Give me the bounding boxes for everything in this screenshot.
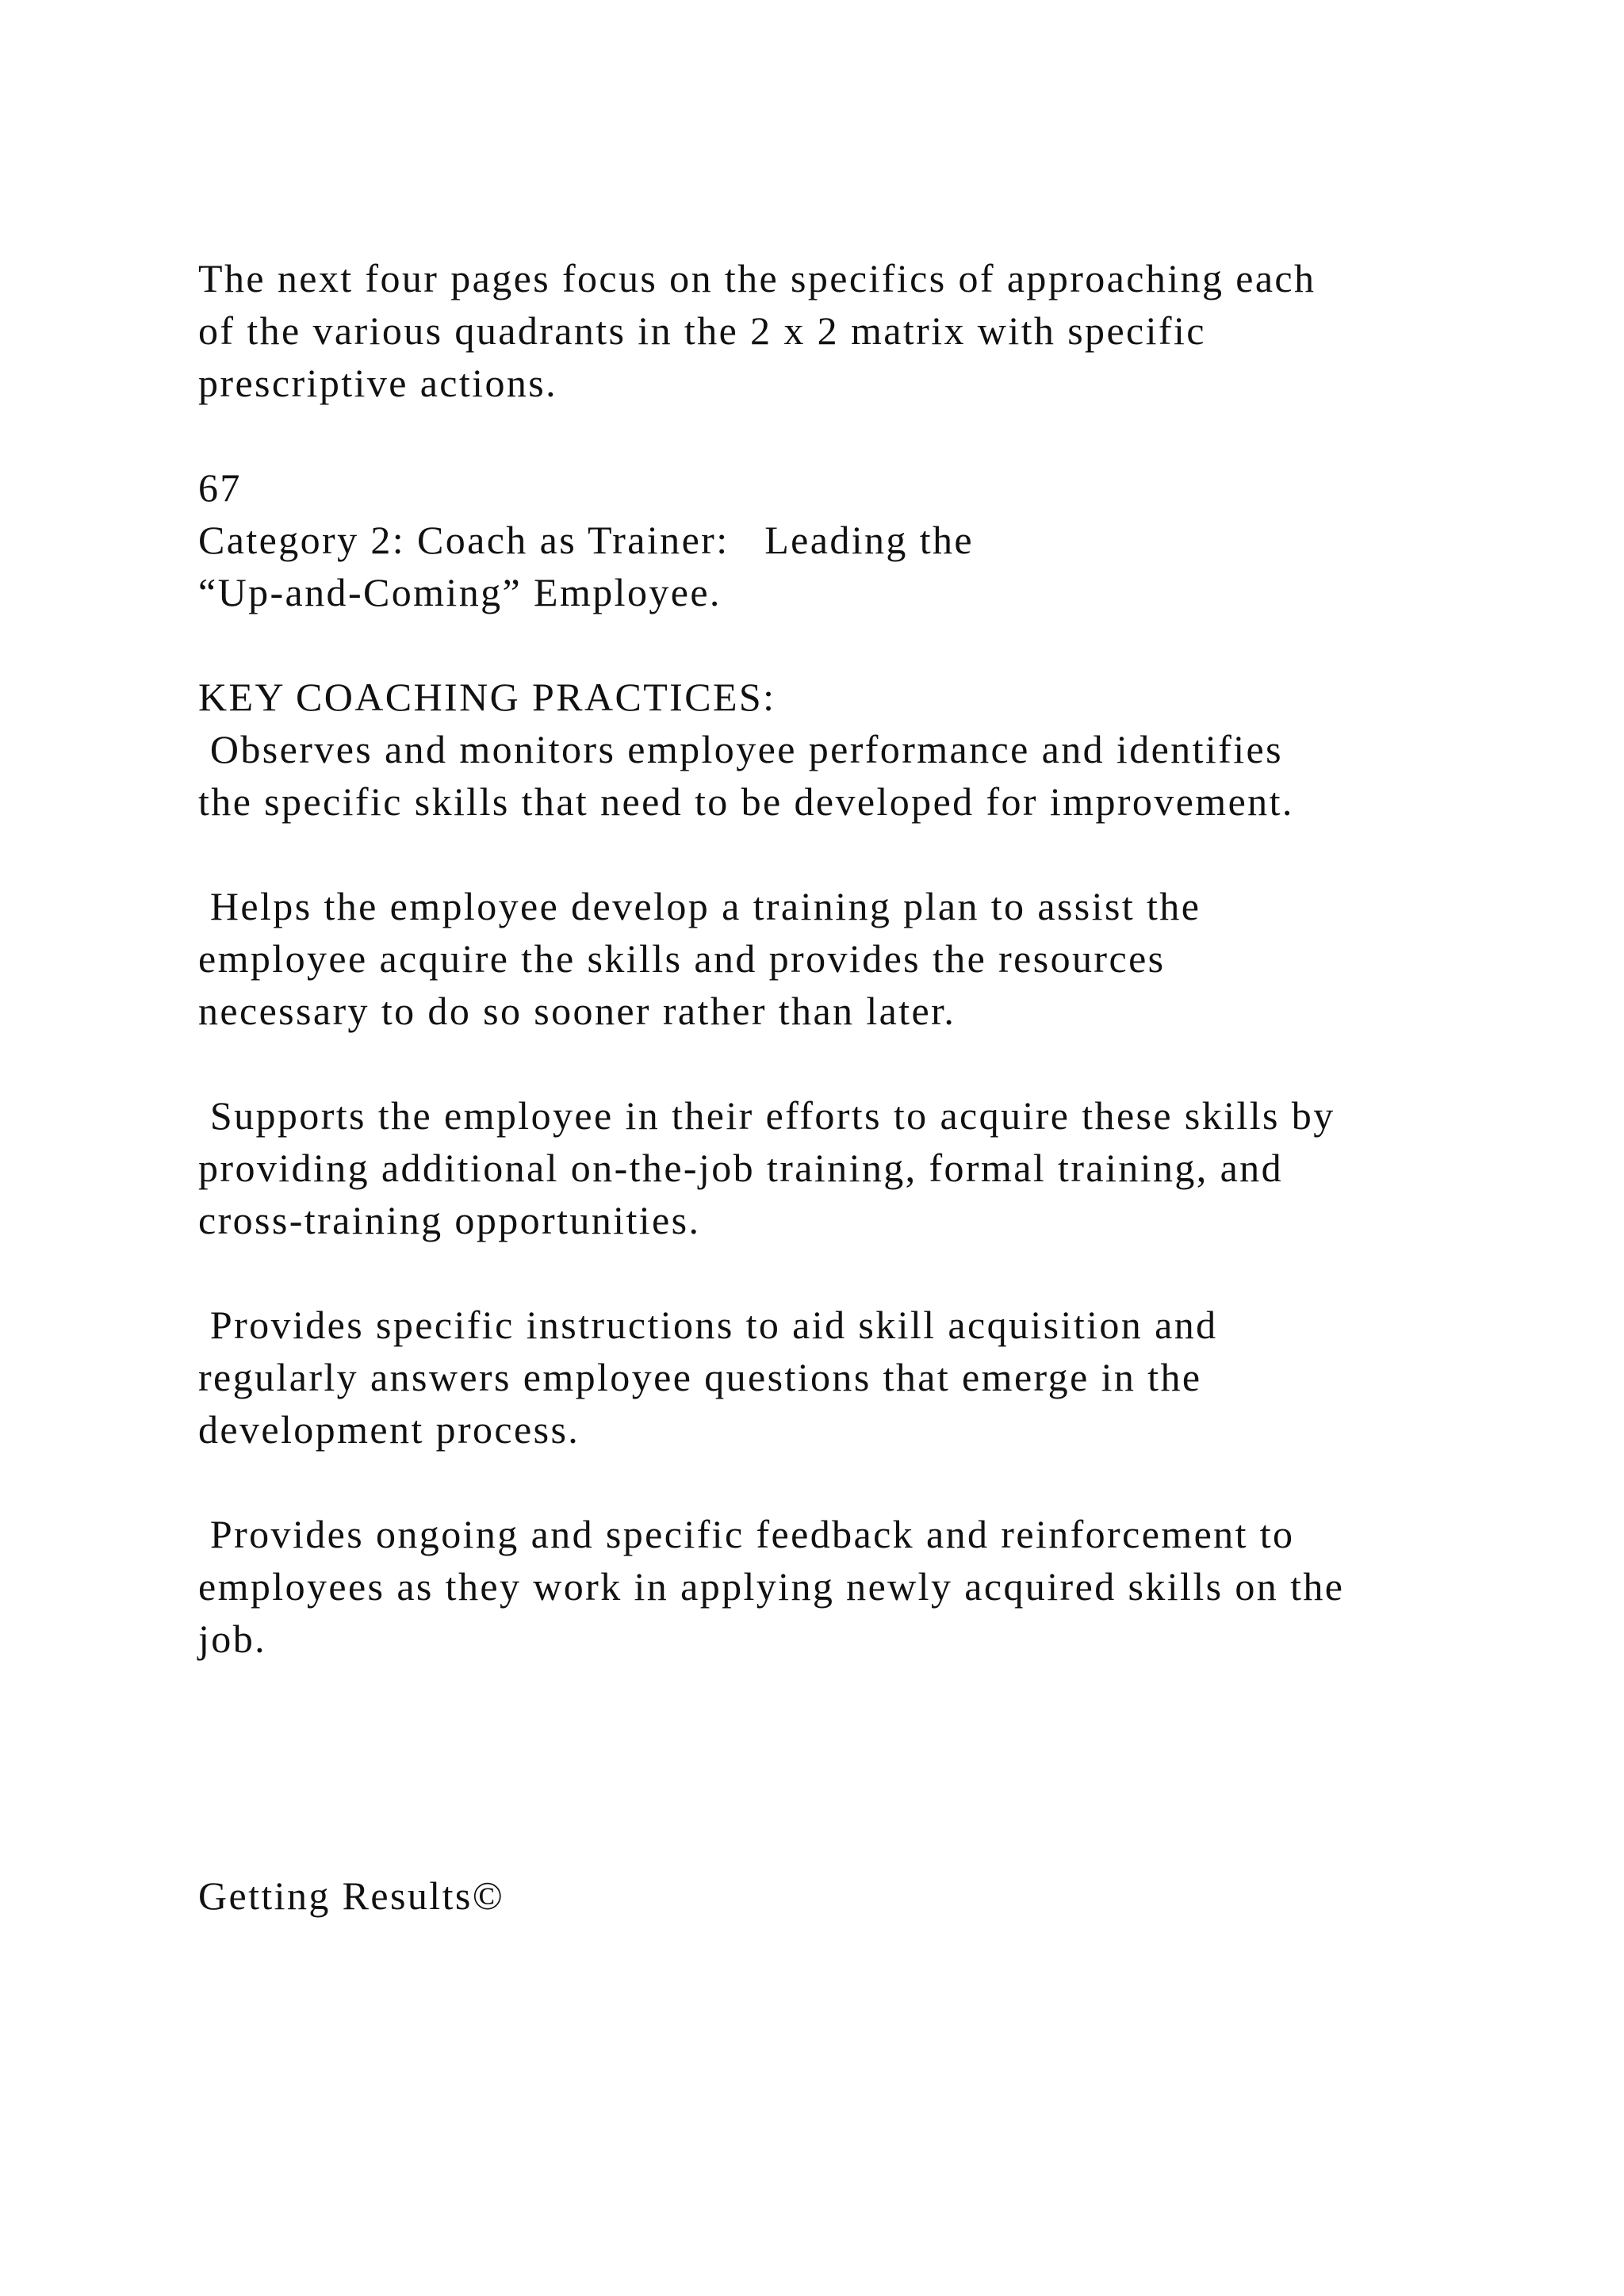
practice-line: Observes and monitors employee performance and identifies (198, 727, 1283, 771)
practice-line: employee acquire the skills and provides the resources (198, 936, 1166, 981)
practice-item (198, 1299, 1499, 1456)
paragraph-gap (198, 1037, 1499, 1089)
footer-text: Getting Results© (198, 1873, 505, 1918)
intro-line: The next four pages focus on the specifics of approaching each (198, 256, 1316, 300)
practice-line: job. (198, 1617, 266, 1661)
practice-item (198, 1089, 1499, 1246)
intro-paragraph (198, 252, 1499, 409)
practice-line: Helps the employee develop a training plan to assist the (198, 884, 1201, 928)
paragraph-gap (198, 1456, 1499, 1508)
practice-item (198, 880, 1499, 1037)
practice-line: regularly answers employee questions that emerge in the (198, 1355, 1202, 1399)
intro-line: prescriptive actions. (198, 361, 558, 405)
paragraph-gap (198, 828, 1499, 880)
document-page (198, 252, 1499, 1665)
practice-line: the specific skills that need to be developed for improvement. (198, 779, 1294, 824)
practice-line: providing additional on-the-job training, formal training, and (198, 1146, 1283, 1190)
category-line: “Up-and-Coming” Employee. (198, 570, 722, 614)
practices-heading: KEY COACHING PRACTICES: (198, 675, 776, 719)
practice-line: Supports the employee in their efforts to acquire these skills by (198, 1093, 1335, 1138)
practice-item (198, 1508, 1499, 1665)
practice-line: Provides specific instructions to aid skill acquisition and (198, 1303, 1218, 1347)
intro-line: of the various quadrants in the 2 x 2 matrix with specific (198, 308, 1206, 353)
paragraph-gap (198, 618, 1499, 671)
paragraph-gap (198, 409, 1499, 461)
category-heading (198, 514, 1499, 618)
practice-item (198, 723, 1499, 828)
practice-line: cross-training opportunities. (198, 1198, 701, 1242)
practice-line: Provides ongoing and specific feedback and reinforcement to (198, 1512, 1295, 1556)
paragraph-gap (198, 1246, 1499, 1299)
practice-line: development process. (198, 1407, 580, 1452)
practice-line: necessary to do so sooner rather than later. (198, 989, 956, 1033)
page-number: 67 (198, 465, 242, 510)
category-line: Category 2: Coach as Trainer: Leading the (198, 518, 975, 562)
practice-line: employees as they work in applying newly acquired skills on the (198, 1564, 1345, 1609)
